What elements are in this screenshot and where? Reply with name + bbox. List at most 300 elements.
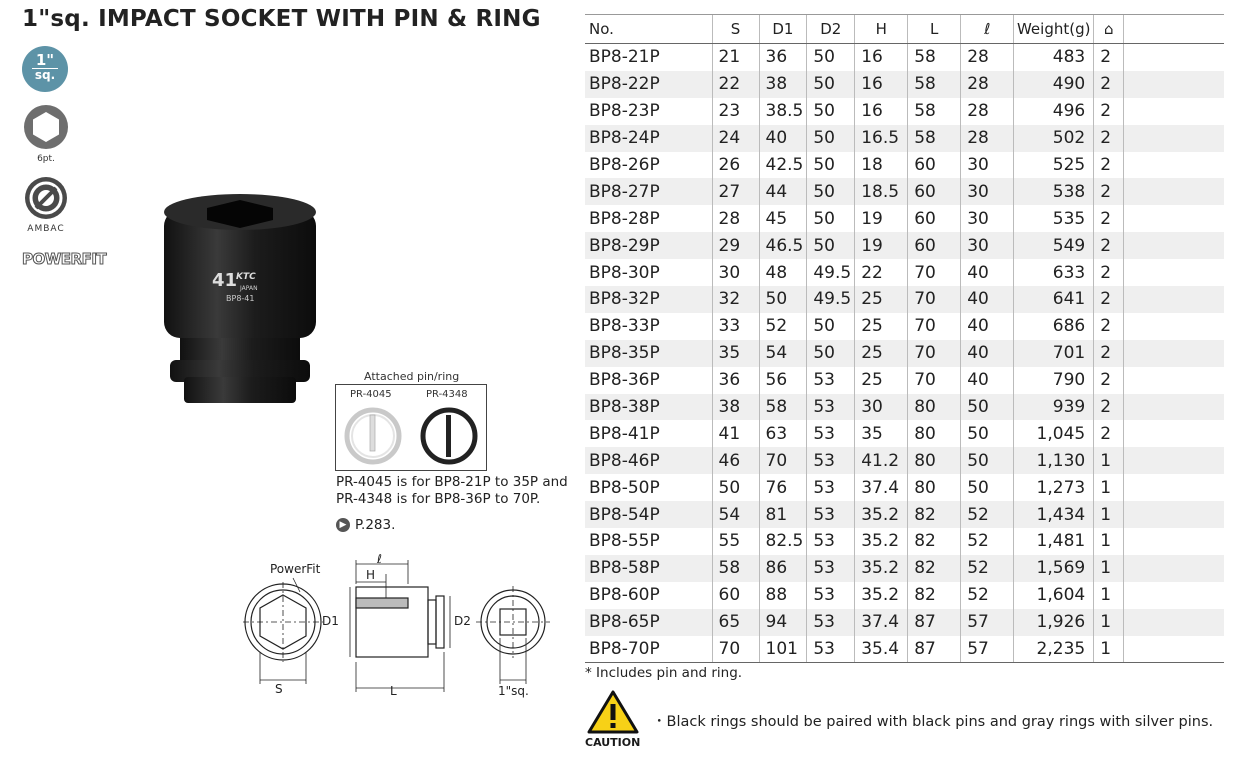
table-cell: 94 bbox=[759, 609, 807, 636]
table-header-4: H bbox=[855, 15, 908, 44]
includes-note: * Includes pin and ring. bbox=[585, 665, 743, 681]
table-cell: 2 bbox=[1094, 367, 1124, 394]
table-cell: 58 bbox=[712, 555, 759, 582]
table-cell: 60 bbox=[712, 582, 759, 609]
drive-size-number: 1" bbox=[35, 51, 55, 69]
table-cell: 86 bbox=[759, 555, 807, 582]
table-cell-spacer bbox=[1124, 528, 1224, 555]
table-cell: 538 bbox=[1014, 178, 1094, 205]
table-cell: 30 bbox=[961, 205, 1014, 232]
table-cell: 53 bbox=[807, 394, 855, 421]
drive-size-unit: sq. bbox=[32, 68, 58, 82]
table-cell: 40 bbox=[961, 259, 1014, 286]
table-header-spacer bbox=[1124, 15, 1224, 44]
table-cell: 2 bbox=[1094, 98, 1124, 125]
table-cell: 50 bbox=[807, 340, 855, 367]
table-cell: 42.5 bbox=[759, 152, 807, 179]
table-cell: 53 bbox=[807, 609, 855, 636]
table-cell-spacer bbox=[1124, 232, 1224, 259]
table-cell: 70 bbox=[908, 367, 961, 394]
table-cell: 28 bbox=[712, 205, 759, 232]
table-cell: 40 bbox=[961, 367, 1014, 394]
dim-sq-label: 1"sq. bbox=[498, 684, 529, 698]
table-cell: 52 bbox=[961, 582, 1014, 609]
table-cell: 16 bbox=[855, 98, 908, 125]
pin-ring-left-code: PR-4045 bbox=[350, 389, 392, 400]
caution-triangle-icon bbox=[587, 690, 639, 734]
table-cell: 50 bbox=[807, 313, 855, 340]
dim-l-label: L bbox=[390, 684, 397, 698]
pin-ring-note bbox=[336, 474, 571, 508]
table-cell: 52 bbox=[961, 555, 1014, 582]
table-cell: 25 bbox=[855, 340, 908, 367]
table-cell: 1,045 bbox=[1014, 420, 1094, 447]
table-cell: 35.2 bbox=[855, 501, 908, 528]
table-cell: 1,569 bbox=[1014, 555, 1094, 582]
table-cell: 35.2 bbox=[855, 528, 908, 555]
table-cell-spacer bbox=[1124, 394, 1224, 421]
table-cell: 60 bbox=[908, 232, 961, 259]
dim-d1-label: D1 bbox=[322, 614, 339, 628]
table-cell: 58 bbox=[908, 44, 961, 71]
table-row bbox=[585, 286, 1224, 313]
table-cell: 40 bbox=[961, 340, 1014, 367]
table-cell-spacer bbox=[1124, 501, 1224, 528]
page-reference-link[interactable] bbox=[336, 517, 395, 533]
table-cell: 50 bbox=[961, 420, 1014, 447]
table-row bbox=[585, 152, 1224, 179]
table-cell: 70 bbox=[712, 636, 759, 663]
table-cell: 37.4 bbox=[855, 474, 908, 501]
table-cell: 2 bbox=[1094, 205, 1124, 232]
table-cell: 2 bbox=[1094, 125, 1124, 152]
table-cell: 56 bbox=[759, 367, 807, 394]
table-cell: 80 bbox=[908, 474, 961, 501]
table-cell: BP8-29P bbox=[585, 232, 712, 259]
table-cell: BP8-32P bbox=[585, 286, 712, 313]
table-cell: 525 bbox=[1014, 152, 1094, 179]
caution-label: CAUTION bbox=[585, 736, 641, 749]
table-cell: 82 bbox=[908, 528, 961, 555]
table-row bbox=[585, 474, 1224, 501]
table-cell: 50 bbox=[807, 98, 855, 125]
table-row bbox=[585, 205, 1224, 232]
table-cell: BP8-38P bbox=[585, 394, 712, 421]
hex-label: 6pt. bbox=[37, 154, 55, 164]
table-cell: BP8-65P bbox=[585, 609, 712, 636]
table-header-row bbox=[585, 15, 1224, 44]
table-cell: BP8-24P bbox=[585, 125, 712, 152]
table-cell: BP8-46P bbox=[585, 447, 712, 474]
spec-table bbox=[585, 14, 1224, 663]
socket-photo bbox=[160, 192, 320, 414]
table-cell: 80 bbox=[908, 447, 961, 474]
table-cell: 76 bbox=[759, 474, 807, 501]
table-row bbox=[585, 44, 1224, 71]
table-cell: 50 bbox=[807, 44, 855, 71]
table-cell: 60 bbox=[908, 205, 961, 232]
table-cell: 55 bbox=[712, 528, 759, 555]
table-cell: 30 bbox=[855, 394, 908, 421]
page-reference-text: P.283. bbox=[355, 517, 396, 533]
table-cell: 1,130 bbox=[1014, 447, 1094, 474]
table-cell: 81 bbox=[759, 501, 807, 528]
table-cell: 25 bbox=[855, 286, 908, 313]
dim-h-label: H bbox=[366, 568, 376, 582]
table-cell: 46 bbox=[712, 447, 759, 474]
table-cell: 57 bbox=[961, 609, 1014, 636]
hex-6pt-badge bbox=[22, 104, 70, 164]
table-cell: 2 bbox=[1094, 340, 1124, 367]
table-cell: 60 bbox=[908, 152, 961, 179]
table-header-0: No. bbox=[585, 15, 712, 44]
table-cell: 45 bbox=[759, 205, 807, 232]
table-cell: 2 bbox=[1094, 71, 1124, 98]
table-header-3: D2 bbox=[807, 15, 855, 44]
table-row bbox=[585, 125, 1224, 152]
table-cell: 502 bbox=[1014, 125, 1094, 152]
table-cell: 40 bbox=[961, 313, 1014, 340]
table-row bbox=[585, 582, 1224, 609]
table-cell: 70 bbox=[759, 447, 807, 474]
table-row bbox=[585, 501, 1224, 528]
table-cell: 36 bbox=[759, 44, 807, 71]
table-cell: 82.5 bbox=[759, 528, 807, 555]
table-cell: BP8-30P bbox=[589, 262, 660, 283]
table-cell: 23 bbox=[712, 98, 759, 125]
table-cell-spacer bbox=[1124, 367, 1224, 394]
table-cell: BP8-21P bbox=[589, 47, 660, 68]
pin-ring-note-line-1: PR-4045 is for BP8-21P to 35P and bbox=[336, 474, 568, 490]
table-cell: BP8-33P bbox=[589, 316, 660, 337]
powerfit-logo: POWERFIT bbox=[22, 250, 107, 268]
table-cell: BP8-27P bbox=[585, 178, 712, 205]
table-cell-spacer bbox=[1124, 609, 1224, 636]
table-row bbox=[585, 555, 1224, 582]
table-cell: 87 bbox=[908, 609, 961, 636]
table-cell: 28 bbox=[961, 44, 1014, 71]
table-cell: 1,926 bbox=[1014, 609, 1094, 636]
table-cell: 35.2 bbox=[855, 582, 908, 609]
table-cell: 53 bbox=[807, 367, 855, 394]
table-cell: 41 bbox=[712, 420, 759, 447]
black-ring-icon bbox=[418, 405, 480, 467]
table-row bbox=[585, 340, 1224, 367]
table-cell: 25 bbox=[855, 367, 908, 394]
table-cell: 48 bbox=[759, 259, 807, 286]
table-cell: 50 bbox=[807, 71, 855, 98]
table-cell: 50 bbox=[961, 474, 1014, 501]
table-cell: BP8-55P bbox=[589, 531, 660, 552]
table-cell: 939 bbox=[1014, 394, 1094, 421]
table-cell: 1 bbox=[1094, 636, 1124, 663]
table-cell: 88 bbox=[759, 582, 807, 609]
table-cell: 2 bbox=[1094, 286, 1124, 313]
table-cell: 35.2 bbox=[855, 555, 908, 582]
table-cell: 1,273 bbox=[1014, 474, 1094, 501]
pin-ring-right-code: PR-4348 bbox=[426, 389, 468, 400]
table-cell: 58 bbox=[908, 71, 961, 98]
table-cell: 496 bbox=[1014, 98, 1094, 125]
table-cell: 82 bbox=[908, 555, 961, 582]
table-cell: 35 bbox=[712, 340, 759, 367]
table-cell: BP8-26P bbox=[589, 155, 660, 175]
table-cell-spacer bbox=[1124, 636, 1224, 663]
table-cell: 50 bbox=[807, 205, 855, 232]
table-cell: 29 bbox=[712, 232, 759, 259]
pin-ring-caption: Attached pin/ring bbox=[364, 370, 460, 383]
table-cell: 633 bbox=[1014, 259, 1094, 286]
table-cell: 1 bbox=[1094, 582, 1124, 609]
table-cell: 50 bbox=[961, 447, 1014, 474]
table-row bbox=[585, 609, 1224, 636]
table-cell: 36 bbox=[712, 367, 759, 394]
table-header-2: D1 bbox=[759, 15, 807, 44]
table-cell: 24 bbox=[712, 125, 759, 152]
table-cell: 2 bbox=[1094, 420, 1124, 447]
table-cell: 41.2 bbox=[855, 447, 908, 474]
table-cell: 35.4 bbox=[855, 636, 908, 663]
table-cell: 38.5 bbox=[759, 98, 807, 125]
table-cell: 60 bbox=[908, 178, 961, 205]
table-cell: BP8-70P bbox=[585, 636, 712, 663]
table-cell: 16 bbox=[855, 44, 908, 71]
table-cell: 49.5 bbox=[807, 286, 855, 313]
table-cell-spacer bbox=[1124, 44, 1224, 71]
table-cell: 490 bbox=[1014, 71, 1094, 98]
table-cell: 19 bbox=[855, 205, 908, 232]
table-cell-spacer bbox=[1124, 98, 1224, 125]
table-row bbox=[585, 71, 1224, 98]
table-cell: 33 bbox=[712, 313, 759, 340]
table-cell: 70 bbox=[908, 313, 961, 340]
table-cell: 18.5 bbox=[855, 178, 908, 205]
socket-size-text: 41 bbox=[212, 270, 238, 291]
table-cell: 686 bbox=[1014, 313, 1094, 340]
table-cell: 22 bbox=[712, 71, 759, 98]
table-cell: BP8-60P bbox=[589, 585, 660, 606]
caution-badge bbox=[585, 690, 640, 749]
table-cell-spacer bbox=[1124, 125, 1224, 152]
table-cell-spacer bbox=[1124, 474, 1224, 501]
table-cell: 50 bbox=[807, 178, 855, 205]
table-row bbox=[585, 367, 1224, 394]
table-cell: 1,604 bbox=[1014, 582, 1094, 609]
table-cell-spacer bbox=[1124, 259, 1224, 286]
table-cell: 87 bbox=[908, 636, 961, 663]
table-cell-spacer bbox=[1124, 582, 1224, 609]
page-title: 1"sq. IMPACT SOCKET WITH PIN & RING bbox=[22, 6, 541, 32]
table-cell-spacer bbox=[1124, 340, 1224, 367]
pin-ring-box bbox=[335, 384, 487, 471]
table-cell: 1 bbox=[1094, 474, 1124, 501]
table-cell: 50 bbox=[712, 474, 759, 501]
table-cell: 2 bbox=[1094, 394, 1124, 421]
table-header-5: L bbox=[908, 15, 961, 44]
table-row bbox=[585, 420, 1224, 447]
table-row bbox=[585, 232, 1224, 259]
table-cell: BP8-50P bbox=[589, 477, 660, 498]
table-cell: 65 bbox=[712, 609, 759, 636]
table-cell: 53 bbox=[807, 555, 855, 582]
table-cell: BP8-41P bbox=[589, 423, 660, 444]
hexagon-icon bbox=[22, 104, 70, 150]
table-cell-spacer bbox=[1124, 555, 1224, 582]
table-cell: 701 bbox=[1014, 340, 1094, 367]
table-header-1: S bbox=[712, 15, 759, 44]
table-cell: 549 bbox=[1014, 232, 1094, 259]
table-row bbox=[585, 178, 1224, 205]
dim-powerfit-label: PowerFit bbox=[270, 562, 321, 576]
table-cell: 44 bbox=[759, 178, 807, 205]
table-row bbox=[585, 636, 1224, 663]
table-cell: 1 bbox=[1094, 555, 1124, 582]
table-cell: 49.5 bbox=[807, 259, 855, 286]
table-cell: 38 bbox=[712, 394, 759, 421]
socket-model-text: BP8-41 bbox=[226, 294, 255, 303]
table-cell: 28 bbox=[961, 125, 1014, 152]
table-cell: 19 bbox=[855, 232, 908, 259]
table-header-6: ℓ bbox=[961, 15, 1014, 44]
table-cell: 52 bbox=[961, 501, 1014, 528]
table-row bbox=[585, 259, 1224, 286]
table-cell: 53 bbox=[807, 420, 855, 447]
table-cell: 2 bbox=[1094, 178, 1124, 205]
ambac-label: AMBAC bbox=[27, 224, 65, 234]
table-cell: 52 bbox=[961, 528, 1014, 555]
socket-country-text: JAPAN bbox=[240, 285, 258, 292]
table-row bbox=[585, 313, 1224, 340]
table-cell-spacer bbox=[1124, 313, 1224, 340]
table-row bbox=[585, 447, 1224, 474]
table-cell: 535 bbox=[1014, 205, 1094, 232]
table-cell: 1 bbox=[1094, 528, 1124, 555]
socket-brand-text: KTC bbox=[236, 272, 256, 282]
table-cell: 40 bbox=[961, 286, 1014, 313]
table-cell: BP8-58P bbox=[585, 555, 712, 582]
table-row bbox=[585, 394, 1224, 421]
table-cell: 52 bbox=[759, 313, 807, 340]
table-cell: 54 bbox=[712, 501, 759, 528]
table-cell: 101 bbox=[759, 636, 807, 663]
dim-l-small-label: ℓ bbox=[377, 552, 382, 566]
table-cell: 16.5 bbox=[855, 125, 908, 152]
table-cell: 30 bbox=[712, 259, 759, 286]
table-cell: 53 bbox=[807, 636, 855, 663]
table-cell: 790 bbox=[1014, 367, 1094, 394]
table-cell: 57 bbox=[961, 636, 1014, 663]
table-cell: 1 bbox=[1094, 447, 1124, 474]
table-cell: 32 bbox=[712, 286, 759, 313]
table-cell: 70 bbox=[908, 286, 961, 313]
table-cell: 80 bbox=[908, 394, 961, 421]
table-cell-spacer bbox=[1124, 178, 1224, 205]
table-cell: 70 bbox=[908, 259, 961, 286]
table-cell: 641 bbox=[1014, 286, 1094, 313]
table-cell: BP8-54P bbox=[585, 501, 712, 528]
table-cell: BP8-28P bbox=[589, 208, 660, 229]
drive-size-badge bbox=[22, 46, 68, 92]
table-cell: 22 bbox=[855, 259, 908, 286]
table-cell: 53 bbox=[807, 474, 855, 501]
table-cell: 2 bbox=[1094, 44, 1124, 71]
table-cell: 53 bbox=[807, 501, 855, 528]
table-cell: BP8-35P bbox=[585, 340, 712, 367]
table-cell: 50 bbox=[807, 152, 855, 179]
table-cell: 1,434 bbox=[1014, 501, 1094, 528]
table-cell: 1,481 bbox=[1014, 528, 1094, 555]
table-cell: 483 bbox=[1014, 44, 1094, 71]
table-cell: 21 bbox=[712, 44, 759, 71]
table-cell: 1 bbox=[1094, 501, 1124, 528]
table-cell: BP8-22P bbox=[585, 71, 712, 98]
table-cell: 70 bbox=[908, 340, 961, 367]
table-cell: 46.5 bbox=[759, 232, 807, 259]
table-cell: 27 bbox=[712, 178, 759, 205]
table-cell: BP8-36P bbox=[589, 370, 660, 391]
table-cell: 35 bbox=[855, 420, 908, 447]
table-cell-spacer bbox=[1124, 420, 1224, 447]
dimension-diagram bbox=[238, 552, 558, 702]
gray-ring-icon bbox=[342, 405, 404, 467]
table-cell: 40 bbox=[759, 125, 807, 152]
table-cell: 80 bbox=[908, 420, 961, 447]
table-cell: 54 bbox=[759, 340, 807, 367]
table-cell: 37.4 bbox=[855, 609, 908, 636]
table-cell-spacer bbox=[1124, 205, 1224, 232]
table-cell: 16 bbox=[855, 71, 908, 98]
table-cell-spacer bbox=[1124, 152, 1224, 179]
table-cell: 58 bbox=[908, 125, 961, 152]
table-cell: 58 bbox=[759, 394, 807, 421]
table-cell-spacer bbox=[1124, 447, 1224, 474]
table-cell: BP8-23P bbox=[589, 101, 660, 122]
pin-ring-note-line-2: PR-4348 is for BP8-36P to 70P. bbox=[336, 491, 541, 507]
table-cell: 1 bbox=[1094, 609, 1124, 636]
table-cell: 53 bbox=[807, 447, 855, 474]
table-cell: 63 bbox=[759, 420, 807, 447]
table-cell: 50 bbox=[759, 286, 807, 313]
table-row bbox=[585, 98, 1224, 125]
table-cell: 26 bbox=[712, 152, 759, 179]
ambac-badge bbox=[22, 176, 70, 234]
table-cell: 30 bbox=[961, 232, 1014, 259]
dim-d2-label: D2 bbox=[454, 614, 471, 628]
table-cell: 2 bbox=[1094, 232, 1124, 259]
table-cell: 53 bbox=[807, 528, 855, 555]
table-cell: 82 bbox=[908, 501, 961, 528]
dim-s-label: S bbox=[275, 682, 283, 696]
table-cell: 50 bbox=[961, 394, 1014, 421]
table-cell: 2,235 bbox=[1014, 636, 1094, 663]
table-cell: 28 bbox=[961, 71, 1014, 98]
table-row bbox=[585, 528, 1224, 555]
table-cell: 50 bbox=[807, 125, 855, 152]
table-cell: 38 bbox=[759, 71, 807, 98]
table-cell: 50 bbox=[807, 232, 855, 259]
table-header-7: Weight(g) bbox=[1014, 15, 1094, 44]
table-cell: 58 bbox=[908, 98, 961, 125]
ambac-icon bbox=[22, 176, 70, 220]
table-cell: 2 bbox=[1094, 259, 1124, 286]
caution-note: ・Black rings should be paired with black pins and gray rings with silver pins. bbox=[652, 714, 1214, 730]
table-cell: 2 bbox=[1094, 313, 1124, 340]
table-cell: 18 bbox=[855, 152, 908, 179]
table-cell: 82 bbox=[908, 582, 961, 609]
arrow-right-icon: ▶ bbox=[336, 518, 350, 532]
table-cell-spacer bbox=[1124, 71, 1224, 98]
table-header-8: ⌂ bbox=[1094, 15, 1124, 44]
